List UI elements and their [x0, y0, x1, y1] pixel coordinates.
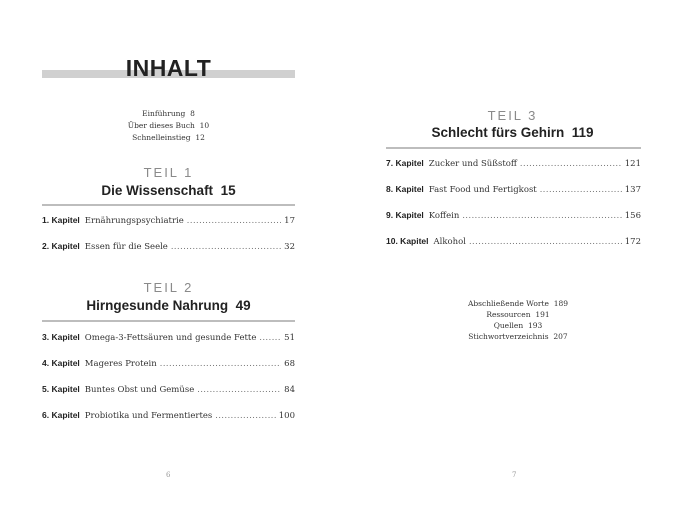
toc-row[interactable]: 9. Kapitel Koffein . . . 156	[386, 210, 641, 224]
toc-row[interactable]: 10. Kapitel Alkohol . . . 172	[386, 236, 641, 250]
leader-dots	[160, 359, 281, 368]
leader-dots	[187, 216, 281, 225]
front-matter-list	[42, 108, 295, 144]
right-page	[343, 0, 685, 514]
contents-heading: INHALT	[125, 55, 212, 81]
part-2-title[interactable]: Hirngesunde Nahrung 49	[86, 298, 251, 313]
toc-row[interactable]: 3. Kapitel Omega-3-Fettsäuren und gesunde Fette . . . 51	[42, 332, 295, 346]
leader-dots	[197, 385, 281, 394]
back-matter-item[interactable]: Stichwortverzeichnis 207	[468, 332, 568, 341]
page-number: 7	[512, 471, 517, 479]
left-page	[0, 0, 342, 514]
part-1-title[interactable]: Die Wissenschaft 15	[101, 183, 236, 198]
part-1-label: TEIL 1	[143, 165, 194, 180]
part-2-divider	[42, 320, 295, 322]
front-matter-item[interactable]: Schnelleinstieg 12	[132, 133, 205, 142]
part-3-divider	[386, 147, 641, 149]
toc-row[interactable]: 1. Kapitel Ernährungspsychiatrie . . . 17	[42, 215, 295, 229]
leader-dots	[259, 333, 281, 342]
page-number: 6	[166, 471, 171, 479]
toc-row[interactable]: 8. Kapitel Fast Food und Fertigkost . . . 137	[386, 184, 641, 198]
back-matter-item[interactable]: Abschließende Worte 189	[467, 299, 569, 308]
front-matter-item[interactable]: Über dieses Buch 10	[127, 121, 210, 130]
part-3-title[interactable]: Schlecht fürs Gehirn 119	[431, 125, 594, 140]
toc-row[interactable]: 6. Kapitel Probiotika und Fermentiertes . . . 100	[42, 410, 295, 424]
part-2-label: TEIL 2	[143, 280, 194, 295]
leader-dots	[171, 242, 281, 251]
part-1-divider	[42, 204, 295, 206]
leader-dots	[469, 237, 622, 246]
toc-row[interactable]: 5. Kapitel Buntes Obst und Gemüse . . . 84	[42, 384, 295, 398]
back-matter-item[interactable]: Quellen 193	[493, 321, 543, 330]
leader-dots	[462, 211, 621, 220]
toc-row[interactable]: 4. Kapitel Mageres Protein . . . 68	[42, 358, 295, 372]
leader-dots	[540, 185, 622, 194]
leader-dots	[520, 159, 622, 168]
toc-row[interactable]: 7. Kapitel Zucker und Süßstoff . . . 121	[386, 158, 641, 172]
part-3-label: TEIL 3	[487, 108, 538, 123]
front-matter-item[interactable]: Einführung 8	[142, 109, 195, 118]
back-matter-item[interactable]: Ressourcen 191	[486, 310, 550, 319]
back-matter-list	[433, 298, 603, 342]
leader-dots	[215, 411, 276, 420]
toc-row[interactable]: 2. Kapitel Essen für die Seele . . . 32	[42, 241, 295, 255]
